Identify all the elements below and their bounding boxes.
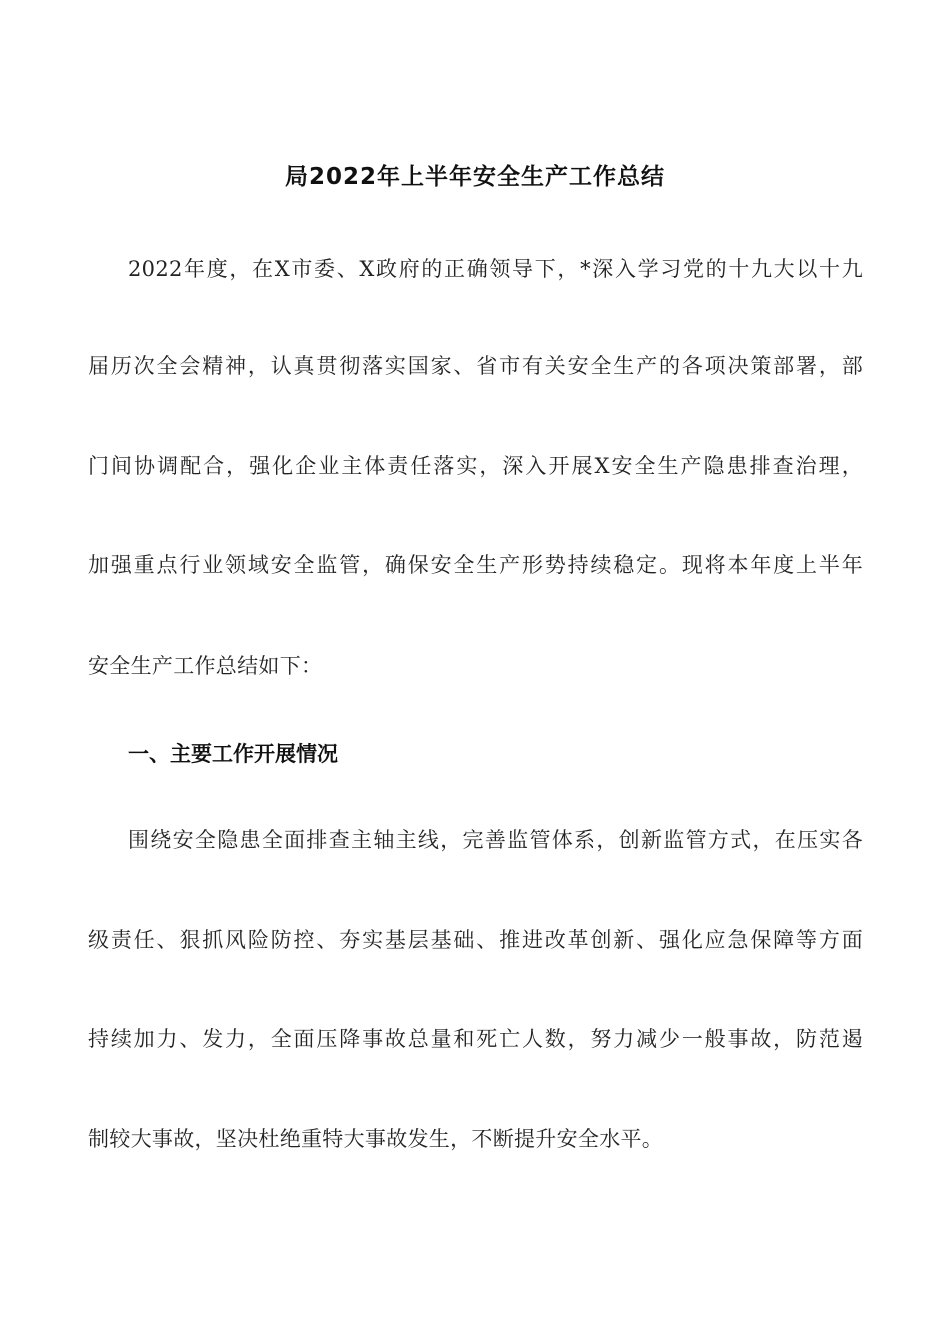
paragraph-line: 2022年度，在X市委、X政府的正确领导下，*深入学习党的十九大以十九 bbox=[128, 257, 863, 281]
paragraph-line: 持续加力、发力，全面压降事故总量和死亡人数，努力减少一般事故，防范遏 bbox=[88, 1027, 863, 1051]
paragraph-line: 门间协调配合，强化企业主体责任落实，深入开展X安全生产隐患排查治理， bbox=[88, 454, 863, 478]
paragraph-line: 级责任、狠抓风险防控、夯实基层基础、推进改革创新、强化应急保障等方面 bbox=[88, 928, 863, 952]
paragraph-line: 加强重点行业领域安全监管，确保安全生产形势持续稳定。现将本年度上半年 bbox=[88, 553, 863, 577]
paragraph-line: 制较大事故，坚决杜绝重特大事故发生，不断提升安全水平。 bbox=[88, 1127, 664, 1151]
document-title: 局2022年上半年安全生产工作总结 bbox=[284, 164, 665, 190]
paragraph-line: 围绕安全隐患全面排查主轴主线，完善监管体系，创新监管方式，在压实各 bbox=[128, 828, 863, 852]
section-heading: 一、主要工作开展情况 bbox=[128, 742, 338, 766]
paragraph-line: 安全生产工作总结如下： bbox=[88, 654, 323, 678]
paragraph-line: 届历次全会精神，认真贯彻落实国家、省市有关安全生产的各项决策部署，部 bbox=[88, 354, 863, 378]
